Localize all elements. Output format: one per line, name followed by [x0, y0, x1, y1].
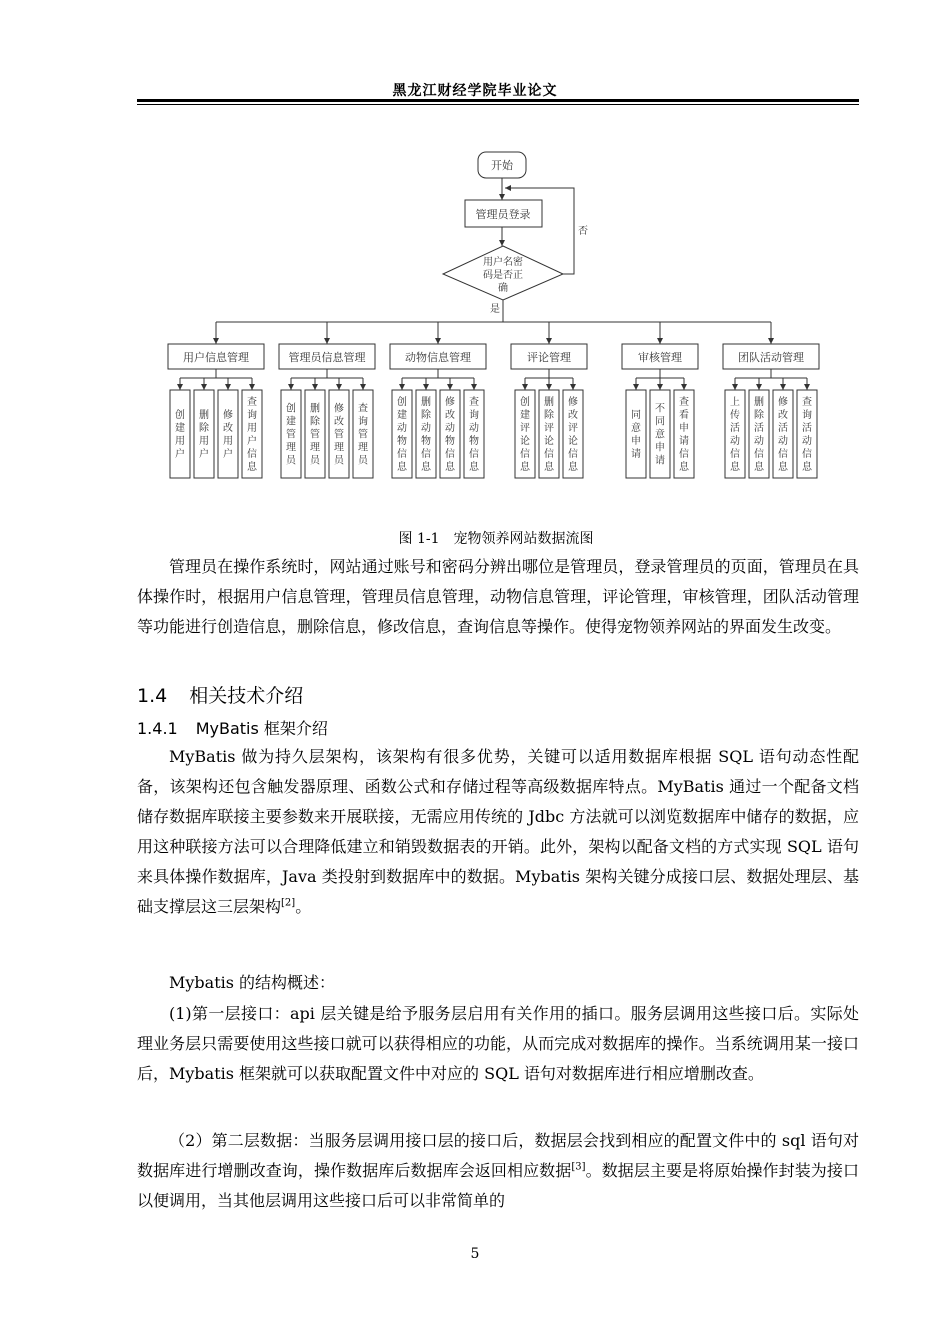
flow-sub-label: 同意申请 — [631, 410, 641, 460]
figure-caption: 图 1-1 宠物领养网站数据流图 — [398, 531, 594, 547]
flow-sub-label: 查询用户信息 — [247, 397, 257, 473]
section-heading — [137, 681, 303, 708]
flow-sub-label: 查看申请信息 — [679, 397, 689, 473]
flow-module-label: 团队活动管理 — [738, 351, 804, 364]
flow-sub-label: 修改评论信息 — [568, 397, 578, 473]
subsection-heading — [137, 716, 328, 739]
section-number: 1.4 — [137, 685, 168, 707]
flow-sub-label: 删除活动信息 — [754, 397, 764, 473]
paragraph-2 — [137, 742, 859, 922]
flow-sub-label: 删除动物信息 — [421, 397, 431, 473]
paragraph-5-end: 。数据层主要是将原始操作封装为接口以便调用，当其他层调用这些接口后可以非常简单的 — [137, 1161, 859, 1210]
flow-sub-label: 删除用户 — [199, 410, 209, 460]
flow-sub-label: 查询动物信息 — [469, 397, 479, 473]
flow-start-text: 开始 — [491, 159, 513, 172]
flow-sub-label: 修改活动信息 — [778, 397, 788, 473]
flow-sub-label: 创建评论信息 — [520, 397, 530, 473]
flow-module-label: 用户信息管理 — [183, 351, 249, 364]
flow-sub-box — [218, 390, 238, 478]
flow-sub-label: 不同意申请 — [655, 403, 665, 467]
flow-sub-box — [194, 390, 214, 478]
flow-sub-label: 删除评论信息 — [544, 397, 554, 473]
flow-sub-label: 查询活动信息 — [802, 397, 812, 473]
paragraph-2-end: 。 — [295, 897, 312, 916]
section-title: 相关技术介绍 — [189, 685, 304, 707]
flow-sub-label: 创建用户 — [175, 410, 185, 460]
subsection-number: 1.4.1 — [137, 719, 178, 738]
paragraph-5-text: （2）第二层数据：当服务层调用接口层的接口后，数据层会找到相应的配置文件中的 sql 语句对数据库进行增删改查询，操作数据库后数据库会返回相应数据 — [137, 1131, 859, 1180]
page-number: 5 — [470, 1246, 480, 1262]
flow-sub-label: 创建管理员 — [286, 403, 296, 467]
paragraph-5 — [137, 1126, 859, 1216]
flow-sub-label: 上传活动信息 — [730, 397, 740, 473]
flowchart — [0, 0, 950, 520]
flow-no-label: 否 — [578, 226, 588, 237]
flow-module-label: 动物信息管理 — [405, 351, 471, 364]
flow-sub-label: 修改用户 — [223, 410, 233, 460]
flow-sub-label: 创建动物信息 — [397, 397, 407, 473]
flow-sub-label: 查询管理员 — [358, 403, 368, 467]
paragraph-2-text: MyBatis 做为持久层架构，该架构有很多优势，关键可以适用数据库根据 SQL 语句动态性配备，该架构还包含触发器原理、函数公式和存储过程等高级数据库特点。MyBatis 通过一个配备文档储存数据库联接主要参数来开展联接，无需应用传统的 Jdbc 方法就可以浏览数据库中储存的数据，应用这种联接方法可以合理降低建立和销毁数据表的开销。此外，架构以配备文档的方式实现 SQL 语句来具体操作数据库，Java 类投射到数据库中的数据。Mybatis 架构关键分成接口层、数据处理层、基础支撑层这三层架构 — [137, 747, 859, 916]
flow-sub-box — [626, 390, 646, 478]
paragraph-3: Mybatis 的结构概述： — [169, 973, 336, 992]
flow-sub-label: 修改动物信息 — [445, 397, 455, 473]
flow-sub-label: 修改管理员 — [334, 403, 344, 467]
header-title: 黑龙江财经学院毕业论文 — [392, 83, 558, 99]
subsection-title: MyBatis 框架介绍 — [195, 719, 328, 738]
paragraph-1: 管理员在操作系统时，网站通过账号和密码分辨出哪位是管理员，登录管理员的页面，管理员在具体操作时，根据用户信息管理，管理员信息管理，动物信息管理，评论管理，审核管理，团队活动管理等功能进行创造信息，删除信息，修改信息，查询信息等操作。使得宠物领养网站的界面发生改变。 — [137, 557, 859, 636]
flow-sub-box — [170, 390, 190, 478]
flow-decision-line-3: 确 — [498, 283, 508, 294]
flow-module-label: 管理员信息管理 — [288, 351, 366, 364]
flow-module-label: 评论管理 — [527, 351, 571, 364]
flow-module-label: 审核管理 — [638, 351, 682, 364]
flow-sub-label: 删除管理员 — [310, 403, 320, 467]
flow-login-text: 管理员登录 — [475, 208, 531, 221]
paragraph-4: (1)第一层接口：api 层关键是给予服务层启用有关作用的插口。服务层调用这些接口后。实际处理业务层只需要使用这些接口就可以获得相应的功能，从而完成对数据库的操作。当系统调用某一接口后，Mybatis 框架就可以获取配置文件中对应的 SQL 语句对数据库进行相应增删改查。 — [137, 1004, 859, 1083]
citation-2: [2] — [281, 897, 296, 909]
flow-yes-label: 是 — [490, 304, 500, 315]
citation-3: [3] — [571, 1161, 586, 1173]
flow-decision-line-2: 码是否正 — [483, 270, 523, 281]
flow-decision-line-1: 用户名密 — [483, 257, 523, 268]
